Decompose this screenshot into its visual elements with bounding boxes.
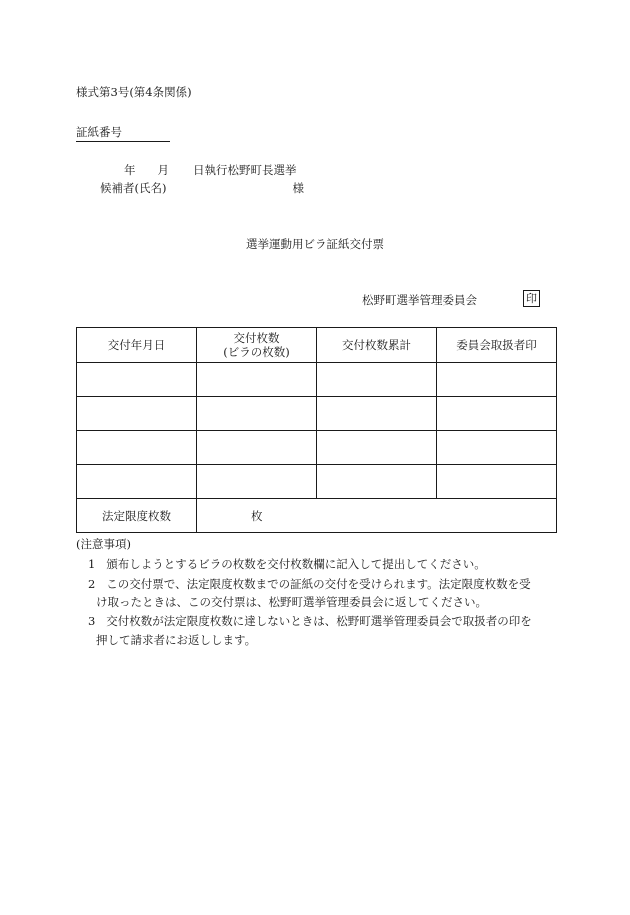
- note-continuation: け取ったときは、この交付票は、松野町選挙管理委員会に返してください。: [96, 595, 487, 609]
- table-row: [77, 397, 557, 431]
- document-title: 選挙運動用ビラ証紙交付票: [246, 237, 384, 251]
- table-cell: [317, 363, 437, 397]
- table-cell: [77, 397, 197, 431]
- election-name: 日執行松野町長選挙: [193, 163, 297, 177]
- form-number: 様式第3号(第4条関係): [76, 85, 192, 99]
- table-cell: [197, 363, 317, 397]
- note-number: 3: [88, 614, 96, 628]
- candidate-honorific: 様: [292, 181, 304, 195]
- header-handler-seal: 委員会取扱者印: [437, 328, 557, 363]
- table-cell: [317, 397, 437, 431]
- header-issue-date: 交付年月日: [77, 328, 197, 363]
- note-text: 頒布しようとするビラの枚数を交付枚数欄に記入して提出してください。: [106, 557, 486, 571]
- table-cell: [77, 431, 197, 465]
- table-row: [77, 363, 557, 397]
- note-continuation: 押して請求者にお返しします。: [96, 633, 257, 647]
- table-row: [77, 431, 557, 465]
- table-cell: [77, 363, 197, 397]
- issuer-name: 松野町選挙管理委員会: [362, 293, 477, 307]
- limit-unit: 枚: [197, 499, 557, 533]
- issuance-table: [76, 327, 557, 533]
- note-number: 1: [88, 557, 96, 571]
- seal-mark: 印: [523, 290, 540, 307]
- header-cumulative-count: 交付枚数累計: [317, 328, 437, 363]
- table-cell: [197, 465, 317, 499]
- notes-title: (注意事項): [76, 537, 131, 551]
- table-cell: [437, 363, 557, 397]
- election-date-line: [124, 162, 297, 178]
- table-cell: [437, 431, 557, 465]
- certificate-number-label: 証紙番号: [76, 124, 170, 142]
- table-cell: [197, 397, 317, 431]
- table-cell: [317, 465, 437, 499]
- table-header-row: [77, 328, 557, 363]
- note-text: この交付票で、法定限度枚数までの証紙の交付を受けられます。法定限度枚数を受: [106, 577, 531, 591]
- candidate-line: [100, 180, 304, 196]
- table-row: [77, 465, 557, 499]
- candidate-label: 候補者(氏名): [100, 181, 167, 195]
- limit-row: [77, 499, 557, 533]
- table-cell: [77, 465, 197, 499]
- table-cell: [437, 397, 557, 431]
- table-cell: [437, 465, 557, 499]
- note-text: 交付枚数が法定限度枚数に達しないときは、松野町選挙管理委員会で取扱者の印を: [106, 614, 532, 628]
- note-number: 2: [88, 577, 96, 591]
- note-item: [88, 576, 531, 592]
- month-label: 月: [157, 163, 169, 177]
- note-item: [88, 556, 486, 572]
- table-cell: [197, 431, 317, 465]
- table-cell: [317, 431, 437, 465]
- header-issue-count: 交付枚数 (ビラの枚数): [197, 328, 317, 363]
- note-item: [88, 613, 532, 629]
- year-label: 年: [124, 163, 136, 177]
- limit-label: 法定限度枚数: [77, 499, 197, 533]
